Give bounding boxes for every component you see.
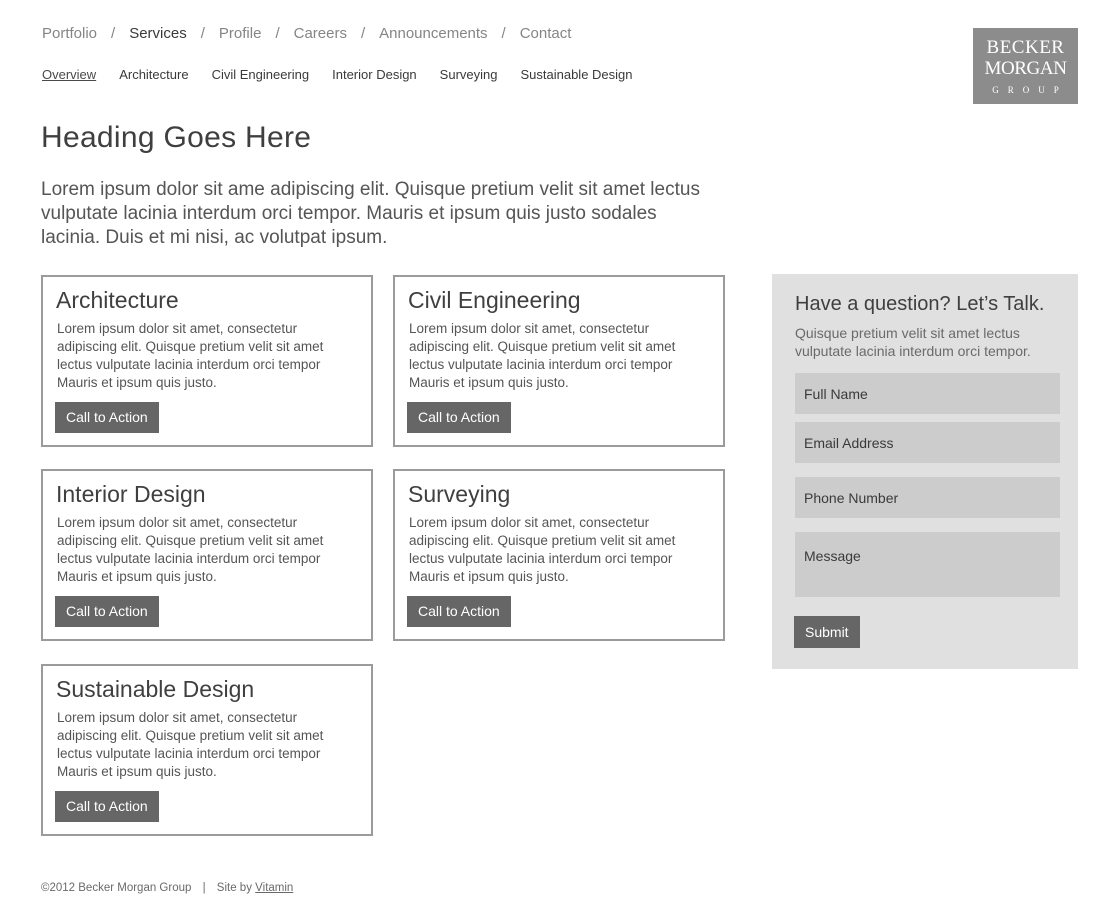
nav-separator: /: [111, 25, 116, 42]
card-body: Lorem ipsum dolor sit amet, consectetur adipiscing elit. Quisque pretium velit sit amet lectus vulputate lacinia interdum orci tempor Mauris et ipsum quis justo.: [409, 321, 676, 390]
subnav-civil-engineering[interactable]: Civil Engineering: [211, 67, 310, 82]
nav-separator: /: [360, 25, 366, 42]
full-name-input[interactable]: [795, 373, 1060, 414]
logo-line-3: GROUP: [992, 85, 1068, 95]
secondary-nav: [42, 67, 656, 82]
logo-line-1: BECKER: [986, 37, 1065, 58]
service-card-architecture: [41, 275, 373, 447]
call-to-action-button[interactable]: Call to Action: [407, 402, 511, 433]
service-card-interior-design: [41, 469, 373, 641]
card-title: Sustainable Design: [56, 676, 255, 702]
primary-nav: [42, 25, 571, 42]
call-to-action-button[interactable]: Call to Action: [55, 402, 159, 433]
card-title: Architecture: [56, 287, 179, 313]
service-card-sustainable-design: [41, 664, 373, 836]
contact-panel: [772, 274, 1078, 669]
footer-credit-prefix: Site by: [216, 882, 252, 894]
call-to-action-button[interactable]: Call to Action: [55, 791, 159, 822]
nav-separator: /: [275, 25, 280, 42]
footer-copyright: ©2012 Becker Morgan Group: [41, 882, 192, 894]
card-body: Lorem ipsum dolor sit amet, consectetur adipiscing elit. Quisque pretium velit sit amet lectus vulputate lacinia interdum orci tempor Mauris et ipsum quis justo.: [57, 321, 324, 390]
company-logo[interactable]: [973, 28, 1078, 104]
email-address-input[interactable]: [795, 422, 1060, 463]
card-body: Lorem ipsum dolor sit amet, consectetur adipiscing elit. Quisque pretium velit sit amet lectus vulputate lacinia interdum orci tempor Mauris et ipsum quis justo.: [57, 710, 324, 779]
nav-separator: /: [501, 25, 506, 42]
subnav-overview[interactable]: Overview: [42, 67, 97, 82]
nav-separator: /: [200, 25, 205, 42]
card-body: Lorem ipsum dolor sit amet, consectetur adipiscing elit. Quisque pretium velit sit amet lectus vulputate lacinia interdum orci tempor Mauris et ipsum quis justo.: [57, 515, 324, 584]
card-title: Civil Engineering: [408, 287, 581, 313]
card-body: Lorem ipsum dolor sit amet, consectetur adipiscing elit. Quisque pretium velit sit amet lectus vulputate lacinia interdum orci tempor Mauris et ipsum quis justo.: [409, 515, 676, 584]
nav-contact[interactable]: Contact: [519, 25, 572, 42]
subnav-interior-design[interactable]: Interior Design: [332, 67, 417, 82]
logo-line-2: MORGAN: [984, 58, 1067, 79]
nav-portfolio[interactable]: Portfolio: [42, 25, 98, 42]
intro-paragraph: Lorem ipsum dolor sit ame adipiscing elit. Quisque pretium velit sit amet lectus vulputate lacinia interdum orci tempor. Mauris et ipsum quis justo sodales lacinia. Duis et mi nisi, ac volutpat ipsum.: [41, 179, 700, 248]
nav-services[interactable]: Services: [129, 25, 187, 42]
vitamin-link[interactable]: Vitamin: [255, 882, 294, 894]
call-to-action-button[interactable]: Call to Action: [55, 596, 159, 627]
card-title: Interior Design: [56, 481, 206, 507]
call-to-action-button[interactable]: Call to Action: [407, 596, 511, 627]
message-textarea[interactable]: [795, 532, 1060, 597]
page-heading: Heading Goes Here: [41, 121, 312, 154]
subnav-sustainable-design[interactable]: Sustainable Design: [520, 67, 633, 82]
phone-number-input[interactable]: [795, 477, 1060, 518]
contact-description: Quisque pretium velit sit amet lectus vulputate lacinia interdum orci tempor.: [795, 325, 1031, 359]
submit-button[interactable]: Submit: [794, 616, 860, 648]
contact-title: Have a question? Let’s Talk.: [795, 293, 1045, 315]
service-card-surveying: [393, 469, 725, 641]
subnav-architecture[interactable]: Architecture: [119, 67, 189, 82]
nav-announcements[interactable]: Announcements: [379, 25, 488, 42]
footer: [41, 882, 293, 894]
card-title: Surveying: [408, 481, 511, 507]
subnav-surveying[interactable]: Surveying: [439, 67, 498, 82]
nav-profile[interactable]: Profile: [218, 25, 262, 42]
nav-careers[interactable]: Careers: [293, 25, 347, 42]
footer-separator: |: [202, 882, 206, 894]
service-card-civil-engineering: [393, 275, 725, 447]
